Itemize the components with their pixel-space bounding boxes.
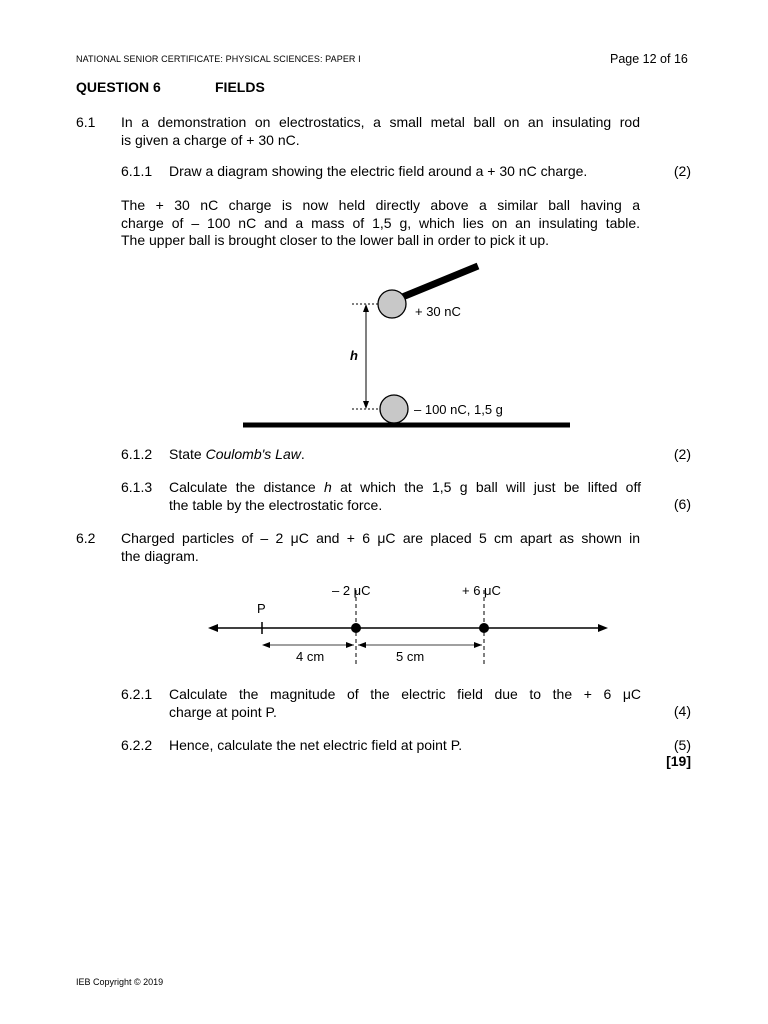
dist2-label: 5 cm	[396, 649, 425, 664]
q6-1-intro	[121, 114, 640, 149]
dist1-label: 4 cm	[296, 649, 325, 664]
q6-1-intro-line2: is given a charge of + 30 nC.	[121, 131, 300, 148]
q6-1-context-line3: The upper ball is brought closer to the lower ball in order to pick it up.	[121, 232, 550, 248]
q6-1-1-number: 6.1.1	[121, 163, 153, 179]
insulating-rod	[400, 266, 478, 298]
q6-2-intro-line2: the diagram.	[121, 547, 199, 564]
q6-1-1-text: Draw a diagram showing the electric field around a + 30 nC charge.	[169, 163, 588, 179]
q6-2-1-line1: Calculate the magnitude of the electric field due to the + 6 μC	[169, 686, 641, 702]
height-label: h	[350, 348, 358, 363]
point-charges-diagram	[204, 580, 614, 672]
copyright-footer: IEB Copyright © 2019	[76, 977, 164, 987]
coulombs-law-term: Coulomb's Law	[205, 446, 301, 462]
q6-1-2-marks: (2)	[673, 446, 691, 462]
q6-2-intro-line1: Charged particles of – 2 μC and + 6 μC are placed 5 cm apart as shown in	[121, 530, 640, 546]
charge2-dot	[479, 623, 489, 633]
q6-1-number: 6.1	[76, 114, 96, 130]
q6-1-3-line2: the table by the electrostatic force.	[169, 496, 383, 513]
q6-2-number: 6.2	[76, 530, 96, 546]
q6-1-2-text-end: .	[300, 446, 305, 462]
q6-2-2-marks: (5)	[673, 737, 691, 753]
question-topic: FIELDS	[215, 79, 265, 95]
q6-1-3-text	[169, 479, 641, 514]
q6-1-3-line1	[169, 479, 641, 497]
q6-1-1-marks: (2)	[673, 163, 691, 179]
lower-ball	[380, 395, 408, 423]
q6-1-3-line1-end: at which the 1,5 g ball will just be lifted off	[331, 479, 641, 495]
upper-charge-label: + 30 nC	[415, 304, 461, 319]
q6-2-2-number: 6.2.2	[121, 737, 153, 753]
q6-2-2-text: Hence, calculate the net electric field at point P.	[169, 737, 463, 753]
q6-1-context-line1: The + 30 nC charge is now held directly above a similar ball having a	[121, 197, 640, 213]
charged-balls-diagram	[230, 258, 580, 433]
dist2-arrow-right	[474, 642, 482, 648]
q6-1-context	[121, 197, 640, 250]
dist1-arrow-right	[346, 642, 354, 648]
q6-1-intro-line1: In a demonstration on electrostatics, a small metal ball on an insulating rod	[121, 114, 640, 130]
charge1-label: – 2 μC	[332, 583, 371, 598]
q6-1-2-text	[169, 446, 305, 464]
question-total-marks: [19]	[666, 753, 691, 769]
q6-1-2-text-start: State	[169, 446, 206, 462]
charge1-dot	[351, 623, 361, 633]
q6-2-intro	[121, 530, 640, 565]
q6-1-2-number: 6.1.2	[121, 446, 153, 462]
upper-ball	[378, 290, 406, 318]
axis-arrow-right	[598, 624, 608, 632]
height-arrow-head-bottom	[363, 401, 369, 409]
height-arrow-head-top	[363, 304, 369, 312]
page-number: Page 12 of 16	[610, 52, 688, 66]
dist1-arrow-left	[262, 642, 270, 648]
q6-1-3-marks: (6)	[673, 496, 691, 512]
question-number: QUESTION 6	[76, 79, 161, 95]
charge2-label: + 6 μC	[462, 583, 501, 598]
q6-1-3-line1-start: Calculate the distance	[169, 479, 324, 495]
q6-2-1-marks: (4)	[673, 703, 691, 719]
q6-1-3-number: 6.1.3	[121, 479, 153, 495]
axis-arrow-left	[208, 624, 218, 632]
q6-2-1-number: 6.2.1	[121, 686, 153, 702]
q6-1-context-line2: charge of – 100 nC and a mass of 1,5 g, which lies on an insulating table.	[121, 214, 640, 231]
q6-2-1-line2: charge at point P.	[169, 703, 277, 720]
lower-charge-label: – 100 nC, 1,5 g	[414, 402, 503, 417]
q6-2-1-text	[169, 686, 641, 721]
point-p-label: P	[257, 601, 266, 616]
exam-header: NATIONAL SENIOR CERTIFICATE: PHYSICAL SCIENCES: PAPER I	[76, 54, 361, 64]
distance-h-term: h	[323, 479, 332, 495]
dist2-arrow-left	[358, 642, 366, 648]
